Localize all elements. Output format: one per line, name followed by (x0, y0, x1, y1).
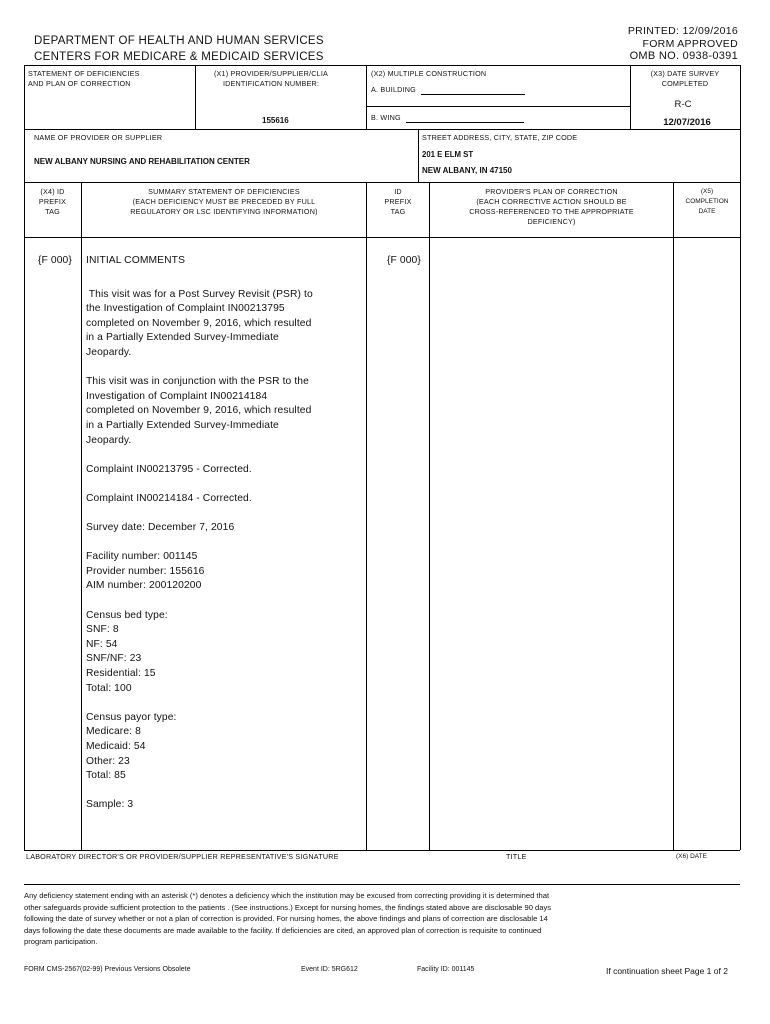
x1-label: (X1) PROVIDER/SUPPLIER/CLIA (213, 69, 329, 78)
omb-number: OMB NO. 0938-0391 (629, 50, 738, 62)
text-line: Other: 23 (86, 755, 130, 767)
text-line: Jeopardy. (86, 346, 132, 358)
city-state-zip: NEW ALBANY, IN 47150 (422, 166, 512, 175)
text-line: SNF/NF: 23 (86, 653, 142, 665)
summary-label: SUMMARY STATEMENT OF DEFICIENCIES (148, 187, 300, 196)
disclaimer-line: following the date of survey whether or not a plan of correction is provided. For nursing homes, the above findings and plans of correction are disclosable 14 (24, 914, 548, 924)
text-line: Census bed type: (86, 609, 168, 621)
wing-label: B. WING (371, 113, 401, 122)
x3-label: (X3) DATE SURVEY (650, 69, 720, 78)
page-indicator: If continuation sheet Page 1 of 2 (606, 966, 728, 976)
paragraph-psr-visit (86, 288, 364, 361)
id-label-3: TAG (390, 207, 406, 216)
paragraph-survey-date (86, 521, 364, 536)
address-label: STREET ADDRESS, CITY, STATE, ZIP CODE (422, 133, 578, 142)
section-heading: INITIAL COMMENTS (86, 255, 186, 266)
text-line: AIM number: 200120200 (86, 580, 202, 592)
text-line: Sample: 3 (86, 799, 134, 811)
text-line: Survey date: December 7, 2016 (86, 522, 235, 534)
paragraph-census-payor (86, 711, 364, 784)
disclaimer-line: days following the date these documents are made available to the facility. If deficiencies are cited, an approved plan of correction is requisite to continued (24, 925, 542, 935)
x5-label: (X5) (700, 188, 714, 195)
x2-label: (X2) MULTIPLE CONSTRUCTION (371, 69, 487, 78)
building-label: A. BUILDING (371, 85, 416, 94)
form-number: FORM CMS-2567(02-99) Previous Versions Obsolete (24, 966, 191, 973)
plan-label-2: (EACH CORRECTIVE ACTION SHOULD BE (476, 197, 627, 206)
plan-label-3: CROSS-REFERENCED TO THE APPROPRIATE (469, 207, 634, 216)
statement-label: STATEMENT OF DEFICIENCIES (28, 69, 140, 78)
paragraph-census-bed (86, 609, 364, 697)
text-line: Residential: 15 (86, 668, 156, 680)
department-name: DEPARTMENT OF HEALTH AND HUMAN SERVICES (34, 35, 324, 47)
wing-field (406, 114, 524, 123)
text-line: This visit was for a Post Survey Revisit (PSR) to (86, 288, 313, 300)
text-line: SNF: 8 (86, 624, 119, 636)
summary-label-3: REGULATORY OR LSC IDENTIFYING INFORMATION) (130, 207, 318, 216)
paragraph-complaint-1 (86, 463, 364, 478)
left-prefix-tag: {F 000} (38, 255, 72, 266)
text-line: NF: 54 (86, 638, 118, 650)
text-line: Complaint IN00213795 - Corrected. (86, 463, 252, 475)
x1-label-2: IDENTIFICATION NUMBER: (222, 79, 320, 88)
x4-label-3: TAG (45, 207, 60, 216)
text-line: completed on November 9, 2016, which resulted (86, 405, 312, 417)
text-line: This visit was in conjunction with the PSR to the (86, 376, 309, 388)
provider-id: 155616 (262, 116, 289, 125)
id-label: ID (394, 187, 402, 196)
text-line: Facility number: 001145 (86, 551, 198, 563)
text-line: Census payor type: (86, 711, 177, 723)
paragraph-facility-numbers (86, 550, 364, 594)
text-line: Jeopardy. (86, 434, 132, 446)
facility-id: Facility ID: 001145 (417, 966, 475, 973)
deficiency-text (86, 254, 364, 828)
disclaimer (24, 890, 740, 948)
text-line: Provider number: 155616 (86, 565, 205, 577)
text-line: Investigation of Complaint IN00214184 (86, 390, 268, 402)
text-line: Total: 85 (86, 770, 126, 782)
right-prefix-tag: {F 000} (387, 255, 421, 266)
plan-label-4: DEFICIENCY) (527, 217, 576, 226)
signature-date-label: (X6) DATE (676, 853, 707, 860)
text-line: completed on November 9, 2016, which resulted (86, 317, 312, 329)
text-line: Medicaid: 54 (86, 741, 146, 752)
provider-name-label: NAME OF PROVIDER OR SUPPLIER (34, 133, 163, 142)
text-line: in a Partially Extended Survey-Immediate (86, 419, 279, 431)
text-line: Medicare: 8 (86, 726, 141, 738)
id-label-2: PREFIX (384, 197, 412, 206)
paragraph-sample (86, 798, 364, 813)
signature-label: LABORATORY DIRECTOR'S OR PROVIDER/SUPPLIER REPRESENTATIVE'S SIGNATURE (26, 852, 339, 861)
text-line: in a Partially Extended Survey-Immediate (86, 332, 279, 344)
agency-name: CENTERS FOR MEDICARE & MEDICAID SERVICES (34, 51, 324, 63)
text-line: Total: 100 (86, 682, 132, 694)
x4-label-2: PREFIX (38, 197, 67, 206)
survey-completed-date: 12/07/2016 (663, 117, 711, 128)
disclaimer-line: Any deficiency statement ending with an asterisk (*) denotes a deficiency which the institution may be excused from correcting providing it is determined that (24, 891, 550, 900)
disclaimer-line: program participation. (24, 937, 98, 947)
statement-label-2: AND PLAN OF CORRECTION (28, 79, 131, 88)
event-id: Event ID: 5RG612 (301, 966, 358, 973)
paragraph-conjunction (86, 375, 364, 448)
x5-label-3: DATE (698, 208, 716, 215)
provider-name: NEW ALBANY NURSING AND REHABILITATION CENTER (34, 157, 250, 166)
form-approved: FORM APPROVED (642, 37, 738, 50)
x3-label-2: COMPLETED (661, 79, 709, 88)
text-line: the Investigation of Complaint IN00213795 (86, 303, 285, 315)
rc-code: R-C (674, 99, 692, 110)
building-field (421, 86, 525, 95)
printed-date: PRINTED: 12/09/2016 (627, 25, 738, 37)
disclaimer-line: other safeguards provide sufficient protection to the patients . (See instructions.) Except for nursing homes, the findings stated above are disclosable 90 days (24, 902, 552, 912)
x5-label-2: COMPLETION (685, 198, 729, 205)
x4-label: (X4) ID (40, 187, 65, 196)
plan-label: PROVIDER'S PLAN OF CORRECTION (485, 187, 618, 196)
street-address: 201 E ELM ST (422, 150, 474, 159)
title-label: TITLE (506, 852, 527, 861)
paragraph-complaint-2 (86, 492, 364, 507)
summary-label-2: (EACH DEFICIENCY MUST BE PRECEDED BY FULL (132, 197, 316, 206)
text-line: Complaint IN00214184 - Corrected. (86, 492, 252, 504)
